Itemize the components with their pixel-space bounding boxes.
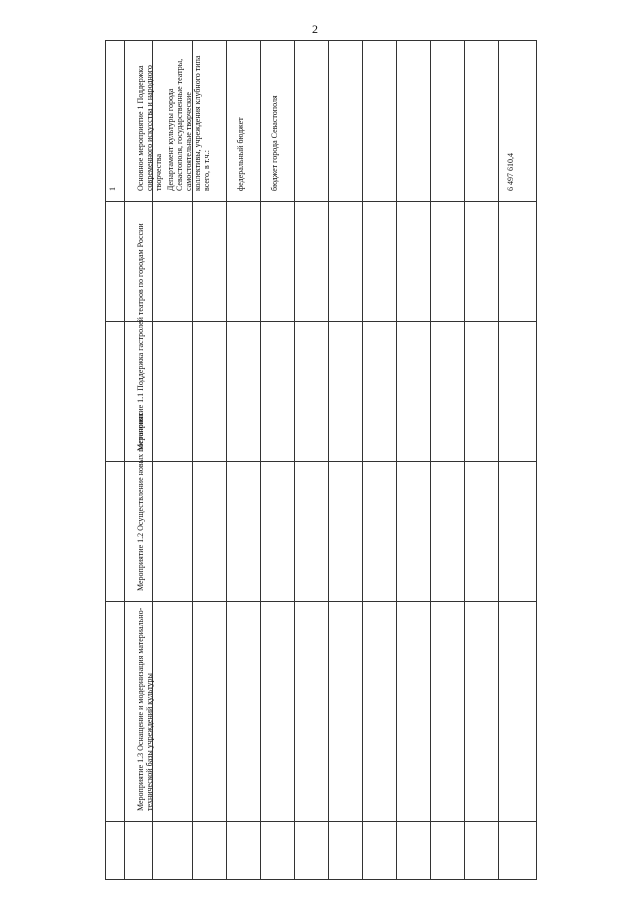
row0-line2-label: бюджет города Севастополя <box>270 95 279 191</box>
col-header-1: 1 <box>108 187 117 191</box>
budget-table <box>105 40 537 880</box>
row-dept: Департамент культуры города Севастополя, государственные театры, самостоятельные творческие коллективы, учреждения клубного типа <box>166 55 202 191</box>
total-all: 6 497 610,4 <box>506 153 515 191</box>
page-number: 2 <box>312 22 318 36</box>
row0-line1-label: федеральный бюджет <box>236 117 245 191</box>
row-title-1-2: Мероприятие 1.2 Осуществление новых постановок <box>136 412 145 591</box>
row-title-1-1: Мероприятие 1.1 Поддержка гастролей театров по городам России <box>136 223 145 451</box>
row0-line0-label: всего, в т.ч.: <box>202 150 211 191</box>
row-title-main: Основное мероприятие 1 Поддержка современного искусства и народного творчества <box>136 65 163 191</box>
row-title-1-3: Мероприятие 1.3 Оснащение и модернизация материально-технической базы учреждений культуры <box>136 607 154 811</box>
